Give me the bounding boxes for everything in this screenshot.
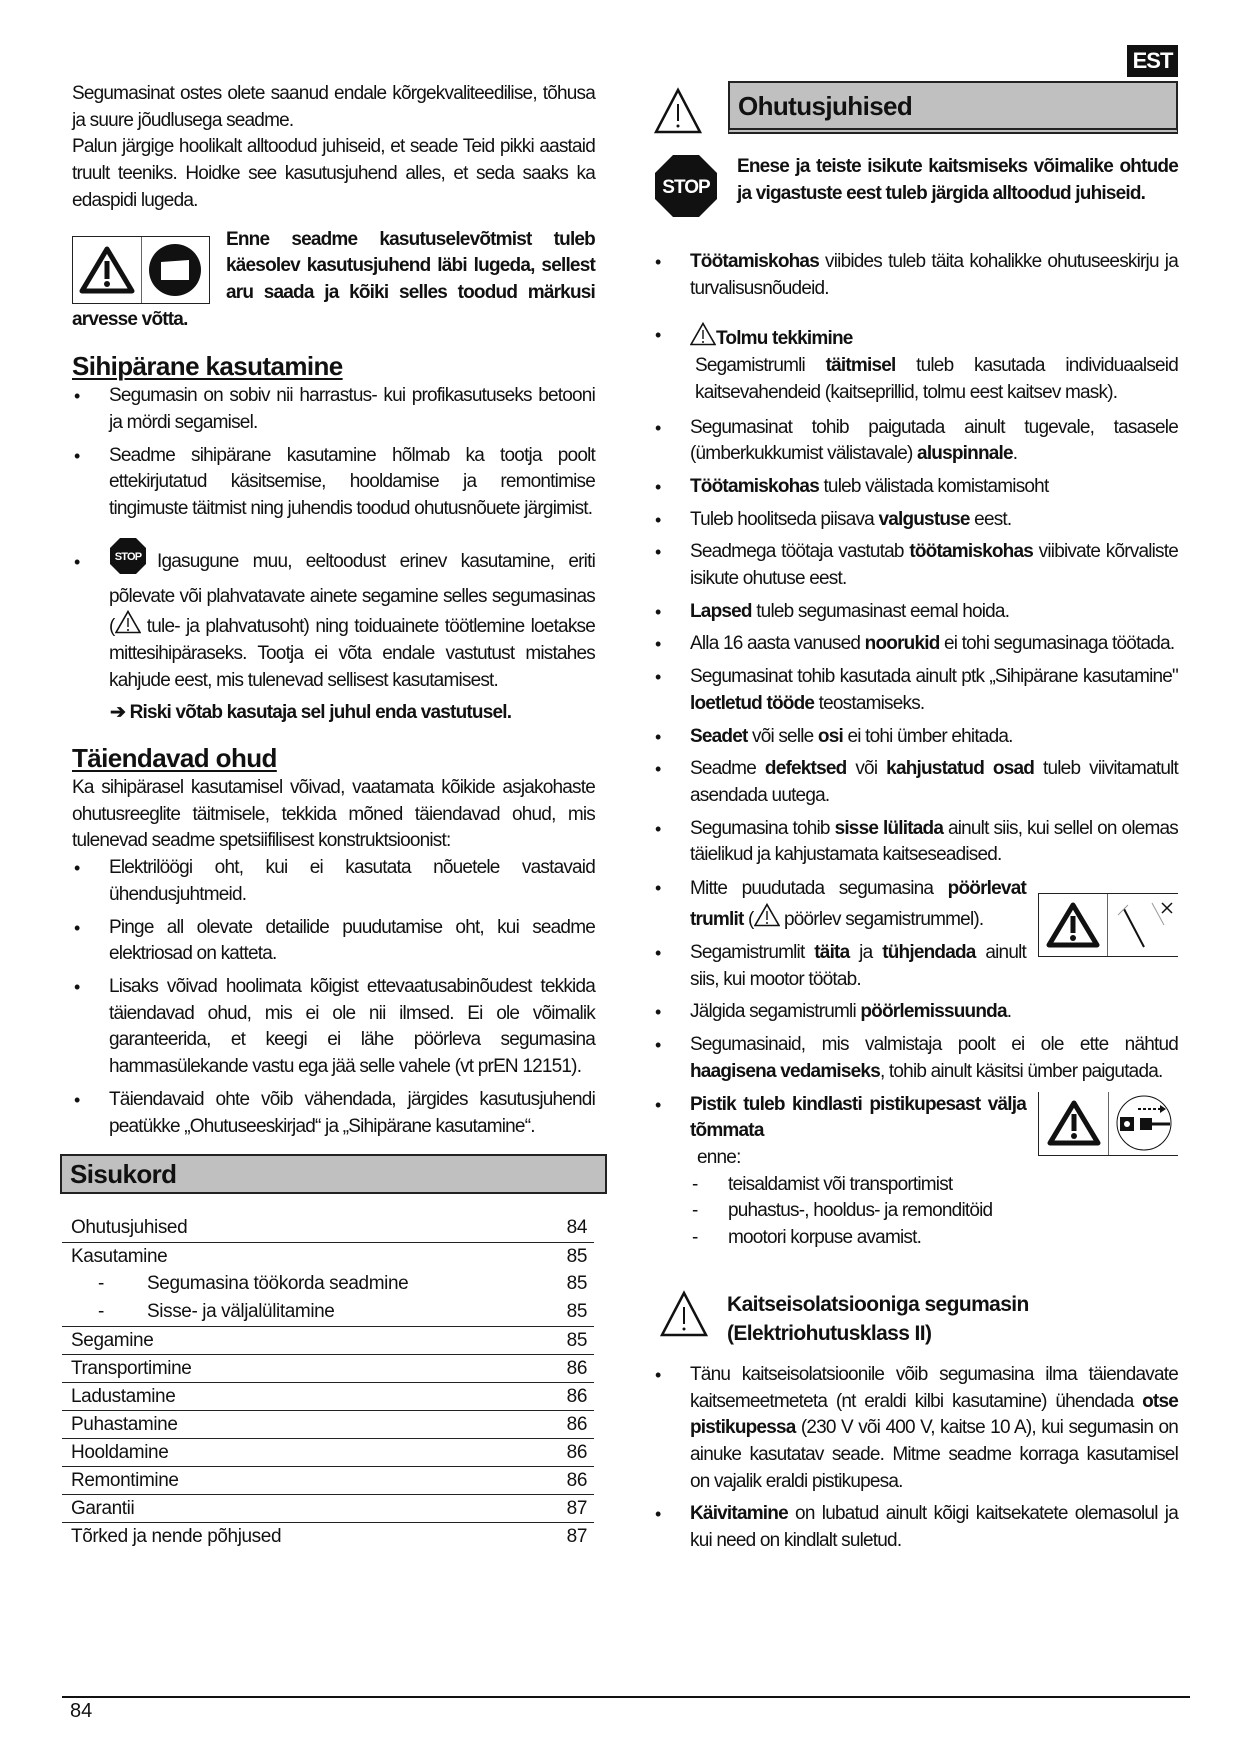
residual-item [109,1087,595,1140]
bold-text: aluspinnale [917,443,1013,465]
undefined-list-item [653,1362,1178,1496]
text: Segumasinat ostes olete saanud endale kõrgekvaliteedilise, tõhusa ja suure jõudlusega seadme. [72,83,595,131]
undefined-list-item [653,1501,1178,1554]
before-label: enne: [697,1146,741,1168]
svg-text:STOP: STOP [662,177,710,198]
bullet: • [74,976,81,997]
intended-use-list-item [72,443,595,523]
undefined-list-item [653,664,1178,717]
toc-row[interactable] [62,1466,594,1494]
bullet: • [655,252,662,272]
undefined-list-item [653,999,1178,1026]
bold-text: Pistik tuleb kindlasti pistikupesast välja tõmmata [690,1093,1026,1142]
text: Tuleb hoolitseda piisava [690,508,879,530]
dash: - [692,1200,698,1222]
safety-item [690,664,1178,717]
toc-dash: - [98,1273,104,1295]
bold-text: sisse lülitada [834,817,944,839]
text: Alla 16 aasta vanused [690,633,865,655]
before-list-item [653,1198,1178,1225]
bold-text: valgustuse [878,508,970,530]
warning-triangle-icon [754,909,780,930]
undefined-list-item [653,249,1178,302]
class2-heading-line: (Elektriohutusklass II) [727,1321,932,1345]
bold-text: Lapsed [690,600,752,622]
text: Elektrilöögi oht, kui ei kasutata nõuetele vastavaid ühendusjuhtmeid. [109,857,595,905]
toc-label: Segamine [71,1330,154,1352]
text: Segumasinat tohib kasutada ainult ptk „Sihipärane kasutamine" [690,666,1178,688]
warning-icon [1039,1092,1108,1155]
intro-paragraph-1 [72,81,595,134]
text: Tänu kaitseisolatsioonile võib segumasina ilma täiendavate kaitsemeetmeteta (nt eraldi kilbi kasutamine) ühendada [690,1363,1178,1412]
bold-text: täitmisel [825,355,896,377]
bold-text: täita [814,942,850,964]
residual-item [109,855,595,908]
toc-page: 86 [566,1358,587,1380]
undefined-list-item [653,940,1178,993]
text: Segumasinat tohib paigutada ainult tugevale, tasasele (ümberkukkumist välistavale) [690,416,1178,465]
heading-intended-use: Sihipärane kasutamine [72,351,343,382]
bullet: • [655,634,662,655]
toc-label: Ohutusjuhised [71,1217,188,1239]
text: Segumasin on sobiv nii harrastus- kui profikasutuseks betooni ja mördi segamisel. [109,385,595,434]
text: Täiendavaid ohte võib vähendada, järgides kasutusjuhendi peatükke „Ohutuseeskirjad“ ja „Sihipärane kasutamine“. [109,1088,595,1137]
bold-text: Töötamiskohas [690,475,819,497]
text: Segamistrumlit [690,942,815,964]
text: . [1006,1001,1012,1023]
toc-page: 84 [566,1217,587,1239]
safety-item [690,940,1178,993]
text: Seadme [690,758,765,780]
text: Pinge all olevate detailide puudutamise oht, kui seadme elektriosad on katteta. [109,916,595,965]
page-number: 84 [70,1700,93,1722]
toc-label: Garantii [71,1498,135,1520]
bold-text: osi [817,725,843,747]
class2-header [653,1290,1178,1348]
bullet: • [655,542,662,563]
bullet: • [655,667,662,688]
bold-text: töötamiskohas [909,541,1034,563]
bold-text: tühjendada [882,942,976,964]
bullet: • [74,551,81,572]
bullet: • [655,818,662,839]
toc-row[interactable] [62,1214,594,1242]
read-manual-icons [72,227,226,305]
text: Segumasinaid, mis valmistaja poolt ei ole ette nähtud [690,1034,1178,1056]
intended-use-list-item [72,383,595,436]
bullet: • [655,759,662,780]
residual-list-item [72,915,595,968]
unplug-warning-icons [1038,1092,1178,1156]
toc-row[interactable] [62,1522,594,1550]
left-column [72,81,595,1550]
toc-row[interactable] [62,1242,594,1270]
bullet: • [655,1094,662,1115]
text: tuleb välistada komistamisoht [818,475,1049,497]
residual-list-item [72,1087,595,1140]
class2-item [690,1501,1178,1554]
toc-label: Hooldamine [71,1442,169,1464]
bullet: • [74,445,81,466]
bullet: • [655,325,662,346]
undefined-list-item [653,599,1178,626]
toc-row[interactable] [62,1354,594,1382]
text: eest. [969,508,1012,530]
safety-item [690,507,1178,534]
text: ei tohi segumasinaga töötada. [939,633,1175,655]
intended-use-item [109,537,595,695]
toc-label: Remontimine [71,1470,179,1492]
residual-item [109,974,595,1081]
safety-item [690,249,1178,302]
toc-label: Transportimine [71,1358,192,1380]
toc-label: Ladustamine [71,1386,176,1408]
dash: - [692,1173,698,1195]
text: või selle [747,725,818,747]
bold-text: loetletud tööde [690,692,815,714]
text: viibides tuleb täita kohalikke ohutuseeskirju ja turvalisusnõudeid. [690,251,1178,299]
bullet: • [74,858,81,879]
safety-item [690,599,1178,626]
text: Segamistrumli [695,355,826,377]
language-badge: EST [1127,45,1178,77]
undefined-list-item [653,322,1178,406]
residual-list-item [72,974,595,1081]
toc-row[interactable] [62,1298,594,1326]
before-list-item [653,1225,1178,1252]
safety-item [690,322,1178,353]
stop-icon-small [109,537,147,584]
text: Lisaks võivad hoolimata kõigist ettevaatusabinõudest tekkida täiendavad ohud, mis ei ole nii ilmsed. Ei ole võimalik garanteerida, et keegi ei lähe pöörleva segumasina hammasülekande vastu ega jää selle vahele (vt prEN 12151). [109,975,595,1078]
svg-text:STOP: STOP [114,550,142,563]
heading-residual-risks: Täiendavad ohud [72,743,277,774]
safety-item [690,415,1178,468]
text: (230 V või 400 V, kaitse 10 A), kui segumasin on ainuke kasutatav seade. Mitme seadme korraga kasutamisel on vajalik eraldi pistikupesa. [690,1417,1178,1492]
before-list-item [653,1172,1178,1199]
text: Palun järgige hoolikalt alltoodud juhiseid, et seade Teid pikki aastaid truult teeniks. Hoidke see kasutusjuhend alles, et seda saaks ka edaspidi lugeda. [72,136,595,211]
toc-label: Tõrked ja nende põhjused [71,1526,282,1548]
text: tuleb segumasinast eemal hoida. [751,600,1010,622]
safety-item [690,724,1178,751]
text: viibivate kõrvaliste isikute ohutuse eest. [690,541,1179,590]
toc-row[interactable] [62,1410,594,1438]
toc-label: Sisse- ja väljalülitamine [147,1301,335,1323]
text: Seadmega töötaja vastutab [690,541,910,563]
undefined-list-item [653,724,1178,751]
toc-page: 85 [566,1246,587,1268]
warning-icon [654,87,702,140]
bullet: • [74,386,81,407]
bullet: • [655,726,662,747]
toc-dash: - [98,1301,104,1323]
intended-use-list-item [72,537,595,695]
undefined-list-item [653,539,1178,592]
bullet: • [655,878,662,899]
bold-text: otse pistikupessa [690,1390,1178,1439]
toc-row[interactable] [62,1382,594,1410]
intended-use-item [109,383,595,436]
text: . [1012,443,1018,465]
text: , tohib ainult käsitsi ümber paigutada. [879,1060,1163,1082]
text: Ka sihipärasel kasutamisel võivad, vaatamata kõikide asjakohaste ohutusreeglite täitmisele, tekkida mõned täiendavad ohud, mis tulenevad seadme spetsiifilisest konstruktsioonist: [72,777,595,852]
toc-row[interactable] [62,1326,594,1354]
read-manual-notice [72,227,595,334]
before-item: mootori korpuse avamist. [728,1227,922,1249]
right-column [653,249,1178,1561]
text: Jälgida segamistrumli [690,1001,861,1023]
bullet: • [655,1002,662,1023]
notice-text: Enne seadme kasutuselevõtmist tuleb käesolev kasutusjuhend läbi lugeda, sellest aru saada ja kõiki selles toodud märkusi arvesse võtta. [72,228,595,330]
safety-item [690,756,1178,809]
text: Seadme sihipärane kasutamine hõlmab ka tootja poolt ettekirjutatud käsitsemise, hooldamise ja remontimise tingimuste täitmist ning juhendis toodud ohutusnõuete järgimist. [109,444,595,520]
bold-text: pöörlevat trumlit [690,878,1026,931]
text: on lubatud ainult kõigi kaitsekatete olemasolul ja kui need on kindlalt suletud. [690,1503,1178,1552]
toc-label: Kasutamine [71,1246,168,1268]
warning-icon [73,237,141,303]
text: tuleb viivitamatult asendada uutega. [690,758,1178,806]
safety-item [690,474,1178,501]
class2-heading [727,1290,1029,1348]
warning-triangle-icon [115,616,141,637]
safety-item [690,999,1178,1026]
bold-text: haagisena vedamiseks [690,1060,880,1082]
toc-page: 86 [566,1442,587,1464]
bullet: • [655,943,662,964]
bullet: • [655,417,662,438]
safety-item [690,816,1178,869]
toc-row[interactable] [62,1438,594,1466]
intro-paragraph-2 [72,134,595,214]
before-item: teisaldamist või transportimist [728,1173,953,1195]
toc-page: 86 [566,1386,587,1408]
class2-heading-line: Kaitseisolatsiooniga segumasin [727,1292,1029,1316]
undefined-list-item [653,1032,1178,1085]
residual-intro [72,775,595,855]
text: Mitte puudutada segumasina [690,878,948,900]
toc-row[interactable] [62,1270,594,1298]
read-manual-icon [141,237,210,303]
risk-note: ➔ Riski võtab kasutaja sel juhul enda vastutusel. [110,702,512,724]
undefined-list-item [653,875,1178,934]
undefined-list-item [653,1092,1178,1172]
undefined-list-item [653,415,1178,468]
footer-rule [62,1696,1190,1698]
warning-icon [653,1290,727,1343]
text: ainult siis, kui mootor töötab. [690,942,1026,990]
unplug-icon [1108,1092,1178,1155]
text: teostamiseks. [814,692,925,714]
stop-notice: Enese ja teiste isikute kaitsmiseks võimalike ohtude ja vigastuste eest tuleb järgida alltoodud juhiseid. [737,156,1178,204]
text: ainult siis, kui sellel on olemas täielikud ja kahjustamata kaitseseadised. [690,817,1179,866]
toc-page: 85 [566,1301,587,1323]
warning-triangle-icon [690,328,716,349]
text: Igasugune muu, eeltoodust erinev kasutamine, eriti põlevate või plahvatavate ainete segamine selles segumasinas ( [109,550,595,638]
bullet: • [655,509,662,530]
undefined-list-item [653,816,1178,869]
bold-text: Käivitamine [690,1503,788,1525]
toc-page: 85 [566,1330,587,1352]
residual-list-item [72,855,595,908]
toc-label: Segumasina töökorda seadmine [147,1273,409,1295]
toc-row[interactable] [62,1494,594,1522]
intended-use-item [109,443,595,523]
text: Segumasina tohib [690,817,835,839]
stop-icon [654,154,718,223]
undefined-list-item [653,756,1178,809]
text: pöörlev segamistrummel). [779,909,984,931]
bold-text: defektsed [764,758,847,780]
bullet: • [655,601,662,622]
safety-item [690,539,1178,592]
bold-text: Töötamiskohas [690,251,819,272]
before-item: puhastus-, hooldus- ja remonditöid [728,1200,993,1222]
table-of-contents [72,1214,595,1550]
text: või [846,758,887,780]
bold-text: kahjustatud osad [886,758,1035,780]
text: ja [849,942,883,964]
toc-title: Sisukord [60,1154,607,1194]
residual-item [109,915,595,968]
bold-text: Seadet [690,725,748,747]
safety-item [690,1032,1178,1085]
toc-page: 86 [566,1470,587,1492]
toc-page: 87 [566,1526,587,1548]
bullet: • [655,1364,662,1385]
bullet: • [655,1504,662,1525]
section-title: Ohutusjuhised [728,81,1178,134]
dust-text [690,353,1178,406]
dash: - [692,1227,698,1249]
bullet: • [74,1089,81,1110]
bullet: • [74,917,81,938]
undefined-list-item [653,631,1178,658]
toc-label: Puhastamine [71,1414,178,1436]
bullet: • [655,476,662,497]
text: tuleb kasutada individuaalseid kaitsevahendeid (kaitseprillid, tolmu eest kaitsev mask). [695,355,1178,403]
text: tule- ja plahvatusoht) ning toiduainete töötlemine loetakse mittesihipäraseks. Tootja ei võta endale vastutust mistahes kahjude eest, mis tulenevad sellisest kasutamisest. [109,616,595,691]
text: ( [743,909,754,931]
undefined-list-item [653,507,1178,534]
class2-item [690,1362,1178,1496]
undefined-list-item [653,474,1178,501]
bold-text: Tolmu tekkimine [716,328,853,350]
bold-text: pöörlemissuunda [860,1001,1007,1023]
bullet: • [655,1035,662,1056]
bold-text: noorukid [864,633,940,655]
toc-page: 86 [566,1414,587,1436]
toc-page: 87 [566,1498,587,1520]
safety-item [690,631,1178,658]
toc-page: 85 [566,1273,587,1295]
text: ei tohi ümber ehitada. [842,725,1013,747]
